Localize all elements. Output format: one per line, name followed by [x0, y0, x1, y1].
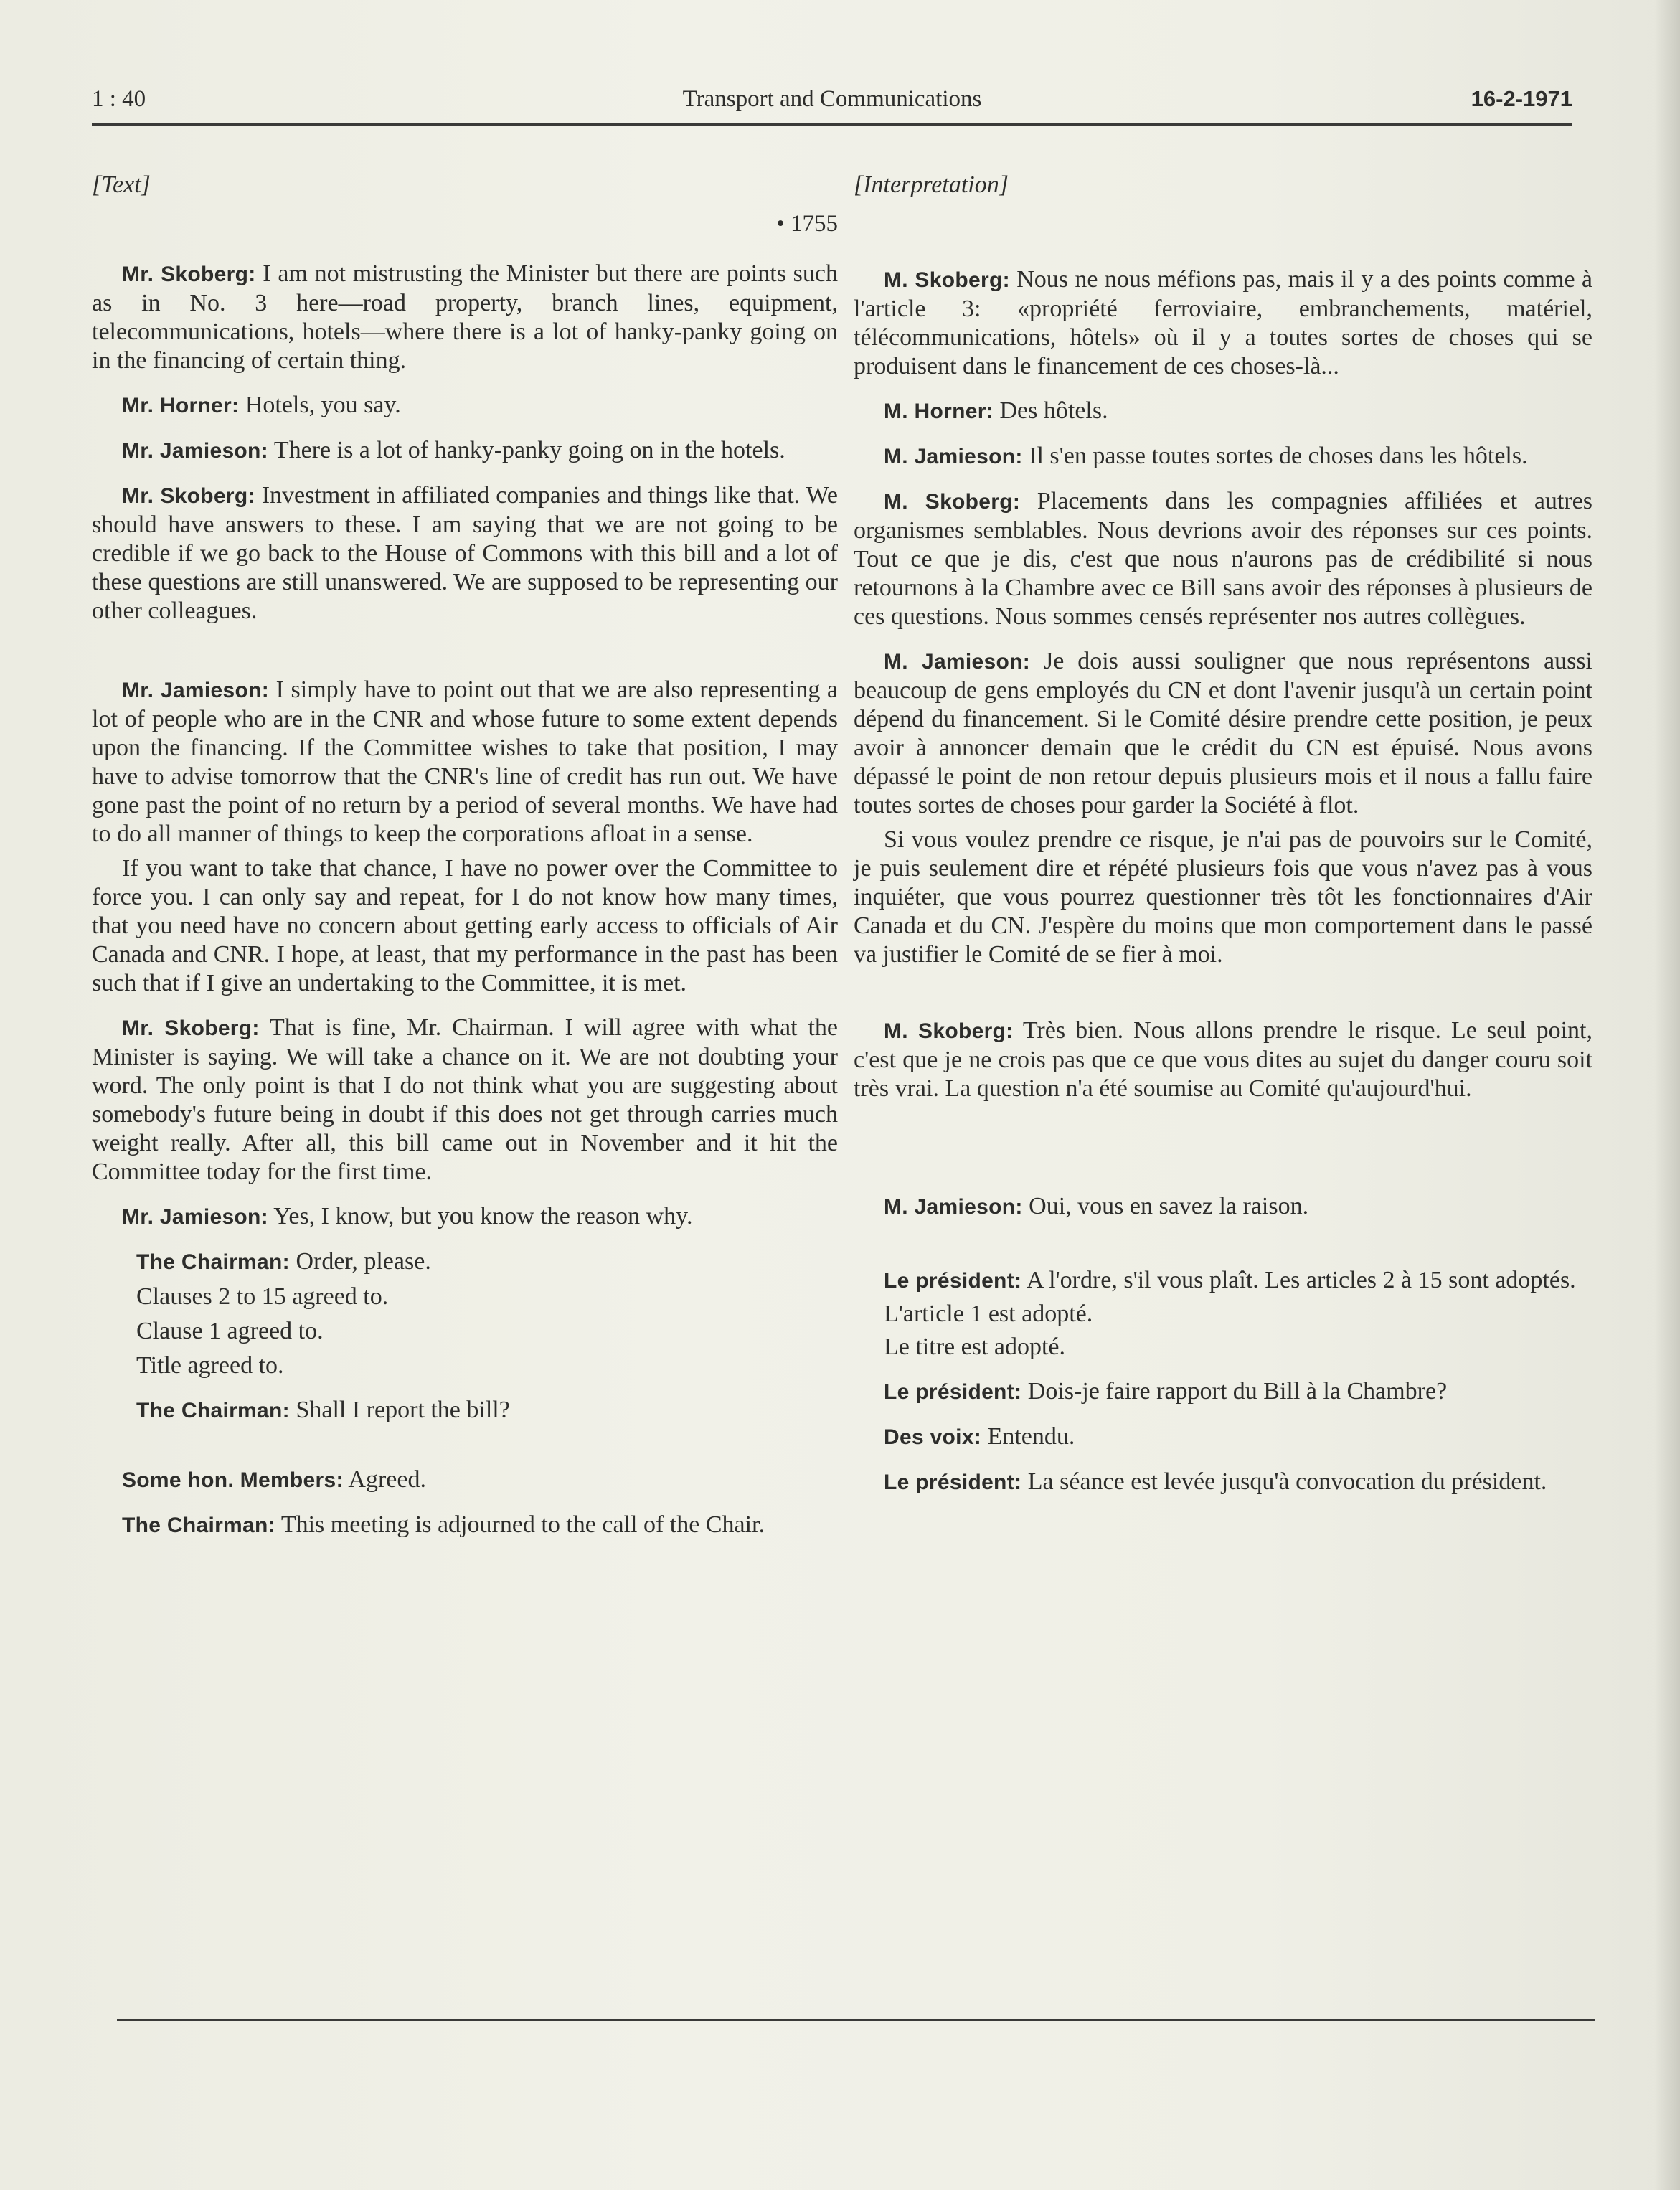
paragraph-text: La séance est levée jusqu'à convocation du président. — [1021, 1468, 1547, 1495]
publication-title: Transport and Communications — [682, 86, 982, 112]
paragraph — [92, 676, 838, 849]
page-number: 1 : 40 — [92, 86, 146, 112]
paragraph-text: If you want to take that chance, I have no power over the Committee to force you. I can only say and repeat, for I do not know how many times, that you need have no concern about getting early access to officials of Air Canada and CNR. I hope, at least, that my performance in the past has been such that if I give an undertaking to the Committee, it is met. — [92, 855, 838, 996]
paragraph-text: I simply have to point out that we are also representing a lot of people who are in the CNR and whose future to some extent depends upon the financing. If the Committee wishes to take that position, I may have to advise tomorrow that the CNR's line of credit has run out. We have gone past the point of no return by a period of several months. We have had to do all manner of things to keep the corporations afloat in a sense. — [92, 676, 838, 847]
speaker-name: Des voix: — [884, 1425, 982, 1449]
speaker-name: M. Skoberg: — [884, 268, 1010, 292]
paragraph-text: Placements dans les compagnies affiliées et autres organismes semblables. Nous devrions avoir des réponses sur ces points. Tout ce que je dis, c'est que nous n'aurons pas de crédibilité si nous retournons à la Chambre avec ce Bill sans avoir des réponses à plusieurs de ces questions. Nous sommes censés représenter nos autres collègues. — [854, 488, 1593, 630]
paragraph — [854, 1468, 1592, 1497]
paragraph-text: Dois-je faire rapport du Bill à la Chambre? — [1021, 1378, 1448, 1405]
speaker-name: Le président: — [884, 1471, 1022, 1494]
paragraph — [854, 1266, 1592, 1295]
speaker-name: Mr. Jamieson: — [122, 1205, 268, 1229]
speaker-name: Mr. Jamieson: — [122, 679, 270, 702]
paragraph — [854, 1016, 1592, 1103]
paragraph-text: Oui, vous en savez la raison. — [1022, 1193, 1309, 1219]
paragraph-text: Shall I report the bill? — [289, 1397, 510, 1423]
text-label: [Text] — [92, 171, 151, 198]
running-header — [92, 80, 1572, 126]
paragraph — [854, 397, 1592, 426]
paragraph — [92, 481, 838, 626]
speaker-name: Some hon. Members: — [122, 1468, 344, 1492]
speaker-name: Le président: — [884, 1380, 1022, 1404]
motion-line: Le titre est adopté. — [884, 1334, 1066, 1360]
paragraph — [92, 1247, 838, 1277]
paragraph — [92, 1202, 838, 1232]
speaker-name: The Chairman: — [122, 1514, 275, 1537]
speaker-name: M. Jamieson: — [884, 650, 1031, 674]
paragraph — [92, 1014, 838, 1186]
paragraph — [92, 391, 838, 420]
paragraph-text: Order, please. — [289, 1248, 431, 1275]
page-binding-edge — [1654, 0, 1680, 2190]
speaker-name: The Chairman: — [136, 1399, 290, 1422]
speaker-name: The Chairman: — [136, 1250, 290, 1274]
paragraph — [854, 826, 1592, 969]
speaker-name: Mr. Skoberg: — [122, 1016, 260, 1040]
paragraph-text: Yes, I know, but you know the reason why. — [268, 1203, 693, 1229]
paragraph — [854, 1422, 1592, 1452]
paragraph — [92, 1465, 838, 1495]
paragraph — [92, 1511, 838, 1540]
paragraph-text: Si vous voulez prendre ce risque, je n'ai pas de pouvoirs sur le Comité, je puis seulement dire et répété plusieurs fois que vous n'avez pas à vous inquiéter, que vous pourrez questionner très tôt les fonctionnaires d'Air Canada et du CN. J'espère du moins que mon comportement dans le passé va justifier le Comité de se fier à moi. — [854, 826, 1592, 968]
paragraph-text: Très bien. Nous allons prendre le risque. Le seul point, c'est que je ne crois pas que ce que vous dites au sujet du danger couru soit très vrai. La question n'a été soumise au Comité qu'aujourd'hui. — [854, 1017, 1593, 1102]
motion-line: Clause 1 agreed to. — [136, 1318, 324, 1344]
paragraph — [854, 1192, 1592, 1222]
paragraph-text: This meeting is adjourned to the call of the Chair. — [275, 1511, 765, 1538]
french-column — [854, 171, 1592, 1497]
motion-line: Title agreed to. — [136, 1352, 284, 1379]
motion-line: Clauses 2 to 15 agreed to. — [136, 1283, 389, 1310]
header-date: 16-2-1971 — [1471, 86, 1572, 111]
paragraph — [92, 854, 838, 998]
paragraph-text: Je dois aussi souligner que nous représentons aussi beaucoup de gens employés du CN et dont l'avenir jusqu'à un certain point dépend du financement. Si le Comité désire prendre cette position, je peux avoir à annoncer demain que le crédit du CN est épuisé. Nous avons dépassé le point de non retour depuis plusieurs mois et il nous a fallu faire toutes sortes de choses pour garder la Société à flot. — [854, 648, 1592, 818]
paragraph-text: Des hôtels. — [994, 397, 1108, 424]
speaker-name: M. Skoberg: — [884, 1019, 1014, 1043]
speaker-name: M. Skoberg: — [884, 490, 1021, 514]
paragraph-text: Agreed. — [343, 1466, 426, 1493]
speaker-name: Mr. Horner: — [122, 394, 240, 417]
speaker-name: M. Jamieson: — [884, 445, 1023, 468]
paragraph — [854, 487, 1592, 631]
paragraph — [854, 265, 1592, 381]
time-marker: • 1755 — [776, 211, 838, 237]
motion-line: L'article 1 est adopté. — [884, 1301, 1093, 1327]
paragraph-text: That is fine, Mr. Chairman. I will agree with what the Minister is saying. We will take a chance on it. We are not doubting your word. The only point is that I do not think what you are suggesting about somebody's future being in doubt if this does not get through carries much weight really. After all, this bill came out in November and it hit the Committee today for the first time. — [92, 1014, 838, 1185]
speaker-name: Mr. Jamieson: — [122, 439, 268, 463]
speaker-name: Le président: — [884, 1269, 1022, 1293]
paragraph-text: Entendu. — [981, 1423, 1075, 1450]
speaker-name: M. Horner: — [884, 400, 994, 423]
english-column — [92, 171, 838, 1540]
paragraph-text: Nous ne nous méfions pas, mais il y a des points comme à l'article 3: «propriété ferroviaire, embranchements, matériel, télécommunications, hôtels» où il y a toutes sortes de choses qui se produisent dans le financement de ces choses-là... — [854, 266, 1592, 379]
paragraph-text: I am not mistrusting the Minister but there are points such as in No. 3 here—road property, branch lines, equipment, telecommunications, hotels—where there is a lot of hanky-panky going on in the financing of certain thing. — [92, 260, 838, 374]
paragraph-text: Il s'en passe toutes sortes de choses dans les hôtels. — [1022, 443, 1528, 469]
speaker-name: M. Jamieson: — [884, 1195, 1023, 1219]
paragraph-text: Investment in affiliated companies and things like that. We should have answers to these. I am saying that we are not going to be credible if we go back to the House of Commons with this bill and a lot of these questions are still unanswered. We are supposed to be representing our other colleagues. — [92, 482, 838, 624]
paragraph — [92, 1396, 838, 1425]
paragraph-text: Hotels, you say. — [239, 392, 401, 418]
speaker-name: Mr. Skoberg: — [122, 263, 256, 286]
paragraph-text: There is a lot of hanky-panky going on in the hotels. — [268, 437, 785, 463]
paragraph — [854, 1377, 1592, 1407]
speaker-name: Mr. Skoberg: — [122, 484, 255, 508]
paragraph — [854, 442, 1592, 471]
footer-rule — [117, 2019, 1595, 2021]
interpretation-label: [Interpretation] — [854, 171, 1009, 198]
paragraph — [854, 647, 1592, 820]
paragraph — [92, 436, 838, 466]
paragraph-text: A l'ordre, s'il vous plaît. Les articles 2 à 15 sont adoptés. — [1021, 1267, 1576, 1293]
paragraph — [92, 260, 838, 375]
